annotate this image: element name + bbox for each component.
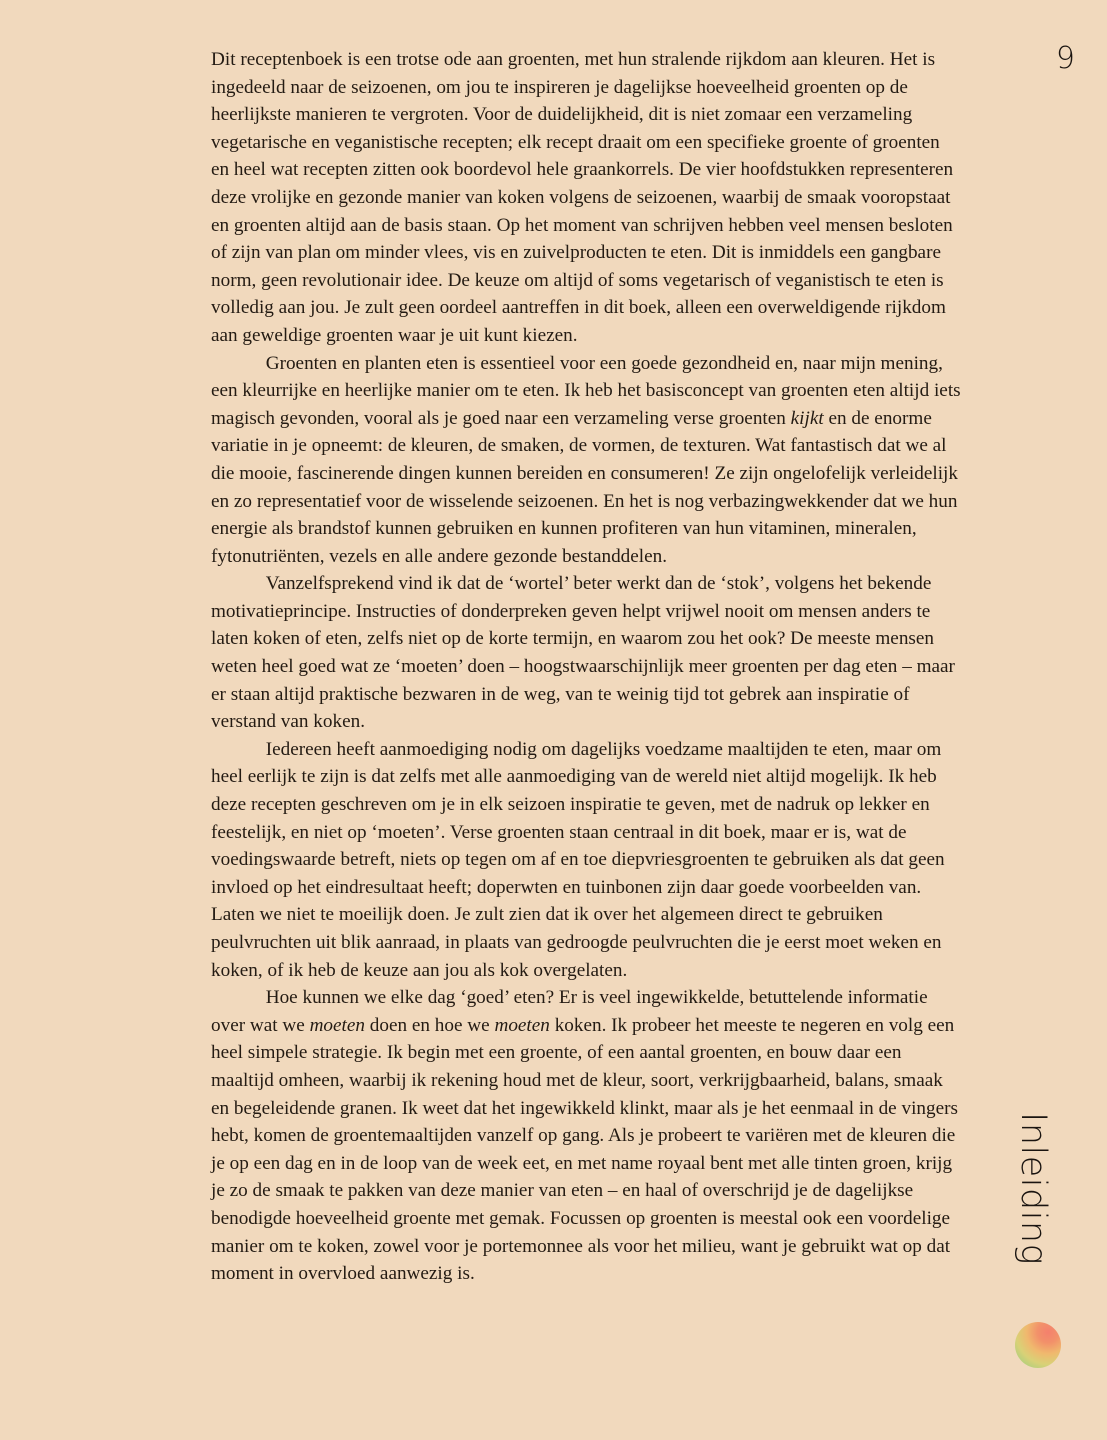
body-paragraph: Dit receptenboek is een trotse ode aan groenten, met hun stralende rijkdom aan kleuren. Het is ingedeeld naar de seizoenen, om jou te inspireren je dagelijkse hoeveelheid groenten op de heerlijkste manieren te vergroten. Voor de duidelijkheid, dit is niet zomaar een verzameling vegetarische en veganistische recepten; elk recept draait om een specifieke groente of groenten en heel wat recepten zitten ook boordevol hele graankorrels. De vier hoofdstukken representeren deze vrolijke en gezonde manier van koken volgens de seizoenen, waarbij de smaak vooropstaat en groenten altijd aan de basis staan. Op het moment van schrijven hebben veel mensen besloten of zijn van plan om minder vlees, vis en zuivelproducten te eten. Dit is inmiddels een gangbare norm, geen revolutionair idee. De keuze om altijd of soms vegetarisch of veganistisch te eten is volledig aan jou. Je zult geen oordeel aantreffen in dit boek, alleen een overweldigende rijkdom aan geweldige groenten waar je uit kunt kiezen. — [211, 49, 954, 346]
running-head-chapter-title: Inleiding — [1013, 1112, 1053, 1266]
body-text-column — [211, 46, 962, 1288]
body-paragraph: Vanzelfsprekend vind ik dat de ‘wortel’ beter werkt dan de ‘stok’, volgens het bekende motivatieprincipe. Instructies of donderpreken geven helpt vrijwel nooit om mensen anders te laten koken of eten, zelfs niet op de korte termijn, en waarom zou het ook? De meeste mensen weten heel goed wat ze ‘moeten’ doen – hoogstwaarschijnlijk meer groenten per dag eten – maar er staan altijd praktische bezwaren in de weg, van te weinig tijd tot gebrek aan inspiratie of verstand van koken. — [211, 573, 955, 733]
body-paragraph: Groenten en planten eten is essentieel voor een goede gezondheid en, naar mijn mening, een kleurrijke en heerlijke manier om te eten. Ik heb het basisconcept van groenten eten altijd iets magisch gevonden, vooral als je goed naar een verzameling verse groenten kijkt en de enorme variatie in je opneemt: de kleuren, de smaken, de vormen, de texturen. Wat fantastisch dat we al die mooie, fascinerende dingen kunnen bereiden en consumeren! Ze zijn ongelofelijk verleidelijk en zo representatief voor de wisselende seizoenen. En het is nog verbazingwekkender dat we hun energie als brandstof kunnen gebruiken en kunnen profiteren van hun vitaminen, mineralen, fytonutriënten, vezels en alle andere gezonde bestanddelen. — [211, 352, 961, 567]
body-paragraph: Iedereen heeft aanmoediging nodig om dagelijks voedzame maaltijden te eten, maar om heel eerlijk te zijn is dat zelfs met alle aanmoediging van de wereld niet altijd mogelijk. Ik heb deze recepten geschreven om je in elk seizoen inspiratie te geven, met de nadruk op lekker en feestelijk, en niet op ‘moeten’. Verse groenten staan centraal in dit boek, maar er is, wat de voedingswaarde betreft, niets op tegen om af en toe diepvriesgroenten te gebruiken als dat geen invloed op het eindresultaat heeft; doperwten en tuinbonen zijn daar goede voorbeelden van. Laten we niet te moeilijk doen. Je zult zien dat ik over het algemeen direct te gebruiken peulvruchten uit blik aanraad, in plaats van gedroogde peulvruchten die je eerst moet weken en koken, of ik heb de keuze aan jou als kok overgelaten. — [211, 738, 945, 981]
page-number: 9 — [1055, 41, 1075, 76]
gradient-circle-logo-icon — [1015, 1322, 1061, 1368]
body-paragraph: Hoe kunnen we elke dag ‘goed’ eten? Er is veel ingewikkelde, betuttelende informatie over wat we moeten doen en hoe we moeten koken. Ik probeer het meeste te negeren en volg een heel simpele strategie. Ik begin met een groente, of een aantal groenten, en bouw daar een maaltijd omheen, waarbij ik rekening houd met de kleur, soort, verkrijgbaarheid, balans, smaak en begeleidende granen. Ik weet dat het ingewikkeld klinkt, maar als je het eenmaal in de vingers hebt, komen de groentemaaltijden vanzelf op gang. Als je probeert te variëren met de kleuren die je op een dag en in de loop van de week eet, en met name royaal bent met alle tinten groen, krijg je zo de smaak te pakken van deze manier van eten – en haal of overschrijd je de dagelijkse benodigde hoeveelheid groente met gemak. Focussen op groenten is meestal ook een voordelige manier om te koken, zowel voor je portemonnee als voor het milieu, want je gebruikt wat op dat moment in overvloed aanwezig is. — [211, 987, 958, 1285]
